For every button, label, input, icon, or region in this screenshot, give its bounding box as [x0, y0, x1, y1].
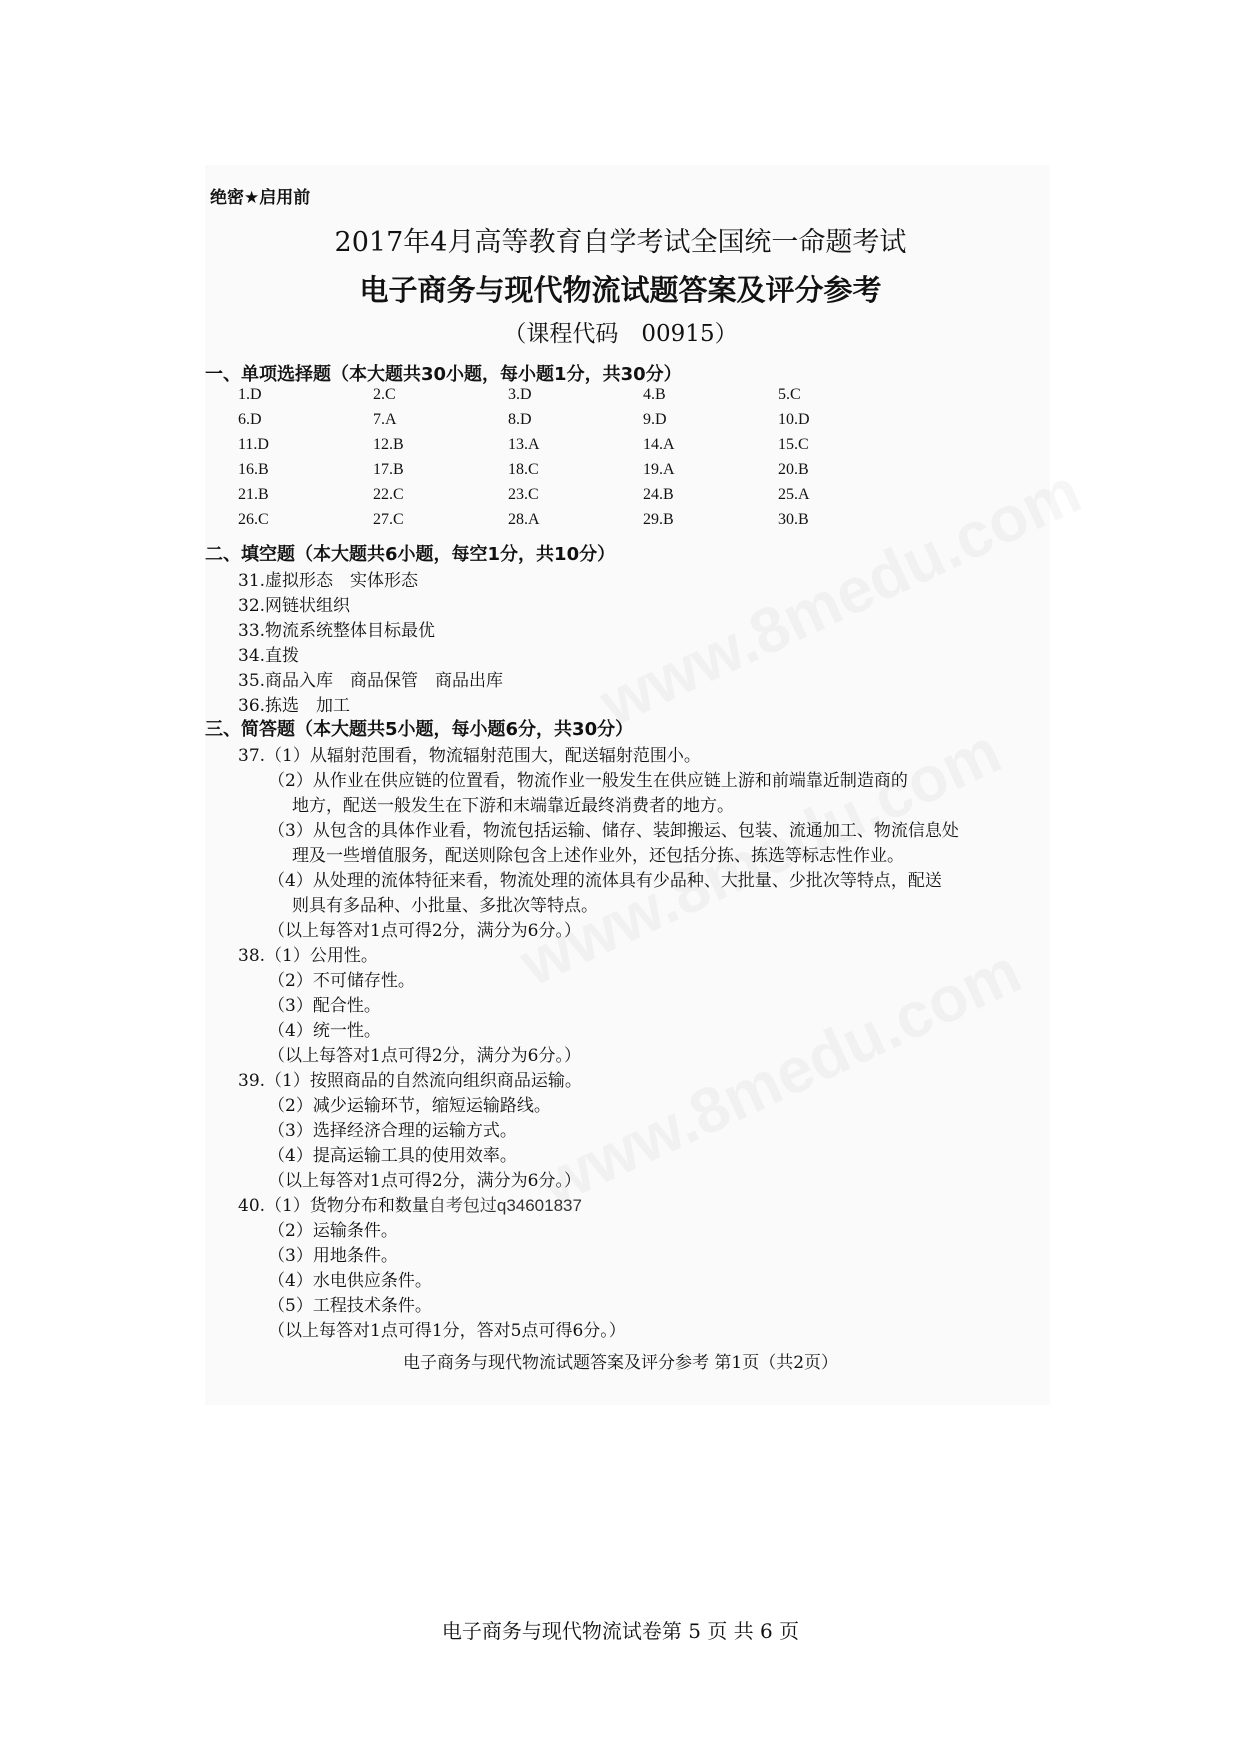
q37-line: （3）从包含的具体作业看，物流包括运输、储存、装卸搬运、包装、流通加工、物流信息处 [268, 821, 959, 841]
q40-line: （5）工程技术条件。 [268, 1296, 432, 1316]
page-footer: 电子商务与现代物流试卷第 5 页 共 6 页 [441, 1619, 800, 1643]
q37-line: 地方，配送一般发生在下游和末端靠近最终消费者的地方。 [292, 796, 734, 816]
q38-line: （以上每答对1点可得2分，满分为6分。） [268, 1046, 581, 1066]
mcq-answer: 6.D [238, 411, 262, 428]
q38-line: （3）配合性。 [268, 996, 381, 1016]
q40-first-answer: 40.（1）货物分布和数量 [238, 1196, 429, 1216]
mcq-answer: 22.C [373, 486, 404, 503]
mcq-answer: 2.C [373, 386, 396, 403]
q40-line: （3）用地条件。 [268, 1246, 398, 1266]
q40-line: （2）运输条件。 [268, 1221, 398, 1241]
mcq-answer: 18.C [508, 461, 539, 478]
mcq-answer: 30.B [778, 511, 809, 528]
q40-line: （4）水电供应条件。 [268, 1271, 432, 1291]
mcq-answer: 29.B [643, 511, 674, 528]
q37-line: （以上每答对1点可得2分，满分为6分。） [268, 921, 581, 941]
mcq-answer: 8.D [508, 411, 532, 428]
mcq-answer: 21.B [238, 486, 269, 503]
q40-line: （以上每答对1点可得1分，答对5点可得6分。） [268, 1321, 626, 1341]
section3-heading: 三、简答题（本大题共5小题，每小题6分，共30分） [205, 719, 634, 740]
q39-line: （2）减少运输环节，缩短运输路线。 [268, 1096, 551, 1116]
course-code: （课程代码 00915） [503, 321, 738, 347]
mcq-answer: 15.C [778, 436, 809, 453]
mcq-answer: 1.D [238, 386, 262, 403]
mcq-answer: 14.A [643, 436, 675, 453]
mcq-answer: 7.A [373, 411, 397, 428]
ad-stamp: 自考包过q34601837 [428, 1196, 582, 1215]
fill-answer: 31.虚拟形态 实体形态 [238, 571, 419, 591]
inner-footer: 电子商务与现代物流试题答案及评分参考 第1页（共2页） [402, 1353, 839, 1373]
mcq-answer: 28.A [508, 511, 540, 528]
mcq-answer: 12.B [373, 436, 404, 453]
q38-line: （4）统一性。 [268, 1021, 381, 1041]
mcq-answer: 9.D [643, 411, 667, 428]
mcq-answer: 25.A [778, 486, 810, 503]
mcq-answer: 20.B [778, 461, 809, 478]
exam-title: 2017年4月高等教育自学考试全国统一命题考试 [334, 227, 907, 258]
mcq-answer: 16.B [238, 461, 269, 478]
fill-answer: 34.直拨 [238, 646, 300, 666]
mcq-answer: 27.C [373, 511, 404, 528]
answer-title: 电子商务与现代物流试题答案及评分参考 [359, 273, 882, 307]
section1-heading: 一、单项选择题（本大题共30小题，每小题1分，共30分） [205, 364, 682, 385]
q37-line: （4）从处理的流体特征来看，物流处理的流体具有少品种、大批量、少批次等特点，配送 [268, 871, 942, 891]
mcq-answer: 17.B [373, 461, 404, 478]
q37-line: 则具有多品种、小批量、多批次等特点。 [292, 896, 598, 916]
q37-line: （2）从作业在供应链的位置看，物流作业一般发生在供应链上游和前端靠近制造商的 [268, 771, 908, 791]
mcq-answer: 26.C [238, 511, 269, 528]
q37-line: 理及一些增值服务，配送则除包含上述作业外，还包括分拣、拣选等标志性作业。 [292, 846, 904, 866]
mcq-answer: 4.B [643, 386, 666, 403]
fill-answer: 33.物流系统整体目标最优 [238, 621, 436, 641]
section2-heading: 二、填空题（本大题共6小题，每空1分，共10分） [205, 544, 616, 565]
mcq-answer: 5.C [778, 386, 801, 403]
q39-line: （3）选择经济合理的运输方式。 [268, 1121, 517, 1141]
q38-line: 38.（1）公用性。 [238, 946, 378, 966]
q39-line: 39.（1）按照商品的自然流向组织商品运输。 [238, 1071, 582, 1091]
q39-line: （以上每答对1点可得2分，满分为6分。） [268, 1171, 581, 1191]
q38-line: （2）不可储存性。 [268, 971, 415, 991]
mcq-answer: 11.D [238, 436, 269, 453]
mcq-answer: 19.A [643, 461, 675, 478]
mcq-answer: 24.B [643, 486, 674, 503]
fill-answer: 35.商品入库 商品保管 商品出库 [238, 671, 504, 691]
q37-line: 37.（1）从辐射范围看，物流辐射范围大，配送辐射范围小。 [238, 746, 701, 766]
mcq-answer: 13.A [508, 436, 540, 453]
q40-line [238, 1191, 582, 1216]
secret-label: 绝密★启用前 [210, 188, 311, 208]
fill-answer: 32.网链状组织 [238, 596, 351, 616]
mcq-answer: 3.D [508, 386, 532, 403]
q39-line: （4）提高运输工具的使用效率。 [268, 1146, 517, 1166]
fill-answer: 36.拣选 加工 [238, 696, 351, 716]
mcq-answer: 23.C [508, 486, 539, 503]
mcq-answer: 10.D [778, 411, 810, 428]
